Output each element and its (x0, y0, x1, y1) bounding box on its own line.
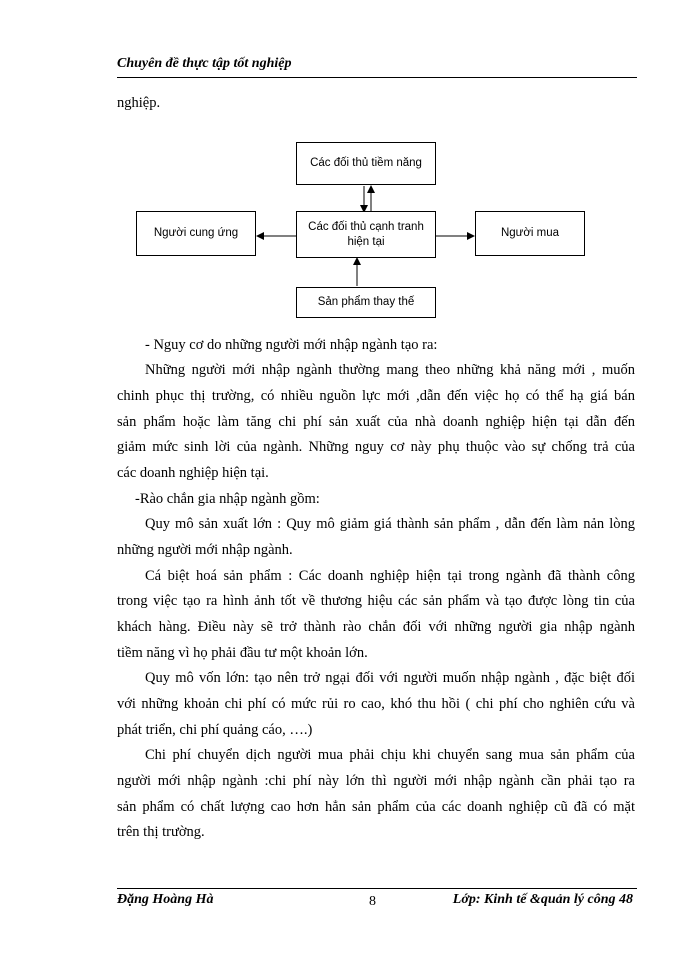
page-number: 8 (369, 894, 376, 909)
box-buyers: Người mua (475, 211, 585, 256)
body-line: trên thị trường. (117, 824, 205, 840)
box-potential-competitors: Các đối thủ tiềm năng (296, 142, 436, 185)
intro-fragment: nghiệp. (117, 95, 161, 111)
footer-author: Đặng Hoàng Hà (117, 892, 214, 907)
footer-class: Lớp: Kinh tế &quản lý công 48 (452, 892, 633, 907)
body-line: Quy mô sản xuất lớn : Quy mô giảm giá thành sản phẩm , dẫn đến làm nản lòng (145, 516, 635, 532)
box-suppliers: Người cung ứng (136, 211, 256, 256)
body-line: các doanh nghiệp hiện tại. (117, 465, 269, 481)
body-line: Quy mô vốn lớn: tạo nên trở ngại đối với người muốn nhập ngành , đặc biệt đối (145, 670, 635, 686)
footer-divider (117, 888, 637, 889)
box-industry-competitors: Các đối thủ cạnh tranh hiện tại (296, 211, 436, 258)
body-line: sản phẩm có chất lượng cao hơn hẳn sản phẩm của các doanh nghiệp cũ đã có mặt (117, 799, 635, 815)
body-line: khách hàng. Điều này sẽ trở thành rào chắn đối với những người gia nhập ngành (117, 619, 635, 635)
body-line: Những người mới nhập ngành thường mang theo những khả năng mới , muốn (145, 362, 635, 378)
body-line: -Rào chắn gia nhập ngành gồm: (135, 491, 320, 507)
body-line: trong việc tạo ra hình ảnh tốt về thương hiệu các sản phẩm và tạo được lòng tin của (117, 593, 635, 609)
page-footer (117, 892, 637, 912)
body-line: tiềm năng vì họ phải đầu tư một khoản lớn. (117, 645, 368, 661)
body-line: Cá biệt hoá sản phẩm : Các doanh nghiệp hiện tại trong ngành đã thành công (145, 568, 635, 584)
body-line: với những khoản chi phí có mức rủi ro cao, khó thu hồi ( chi phí cho nghiên cứu và (117, 696, 635, 712)
page-header-title: Chuyên đề thực tập tốt nghiệp (117, 56, 292, 71)
body-line: những người mới nhập ngành. (117, 542, 293, 558)
body-line: phát triển, chi phí quảng cáo, ….) (117, 722, 313, 738)
body-line: giảm mức sinh lời của ngành. Những nguy cơ này phụ thuộc vào sự chống trả của (117, 439, 635, 455)
body-line: sản phẩm hoặc làm tăng chi phí sản xuất của nhà doanh nghiệp hiện tại dẫn đến (117, 414, 635, 430)
body-line: người mới nhập ngành :chi phí này lớn thì người mới nhập ngành cần phải tạo ra (117, 773, 635, 789)
body-line: - Nguy cơ do những người mới nhập ngành tạo ra: (145, 337, 438, 353)
box-substitutes: Sản phẩm thay thế (296, 287, 436, 318)
body-line: chinh phục thị trường, có nhiều nguồn lực mới ,dẫn đến việc họ có thể hạ giá bán (117, 388, 635, 404)
body-line: Chi phí chuyển dịch người mua phải chịu khi chuyển sang mua sản phẩm của (145, 747, 635, 763)
